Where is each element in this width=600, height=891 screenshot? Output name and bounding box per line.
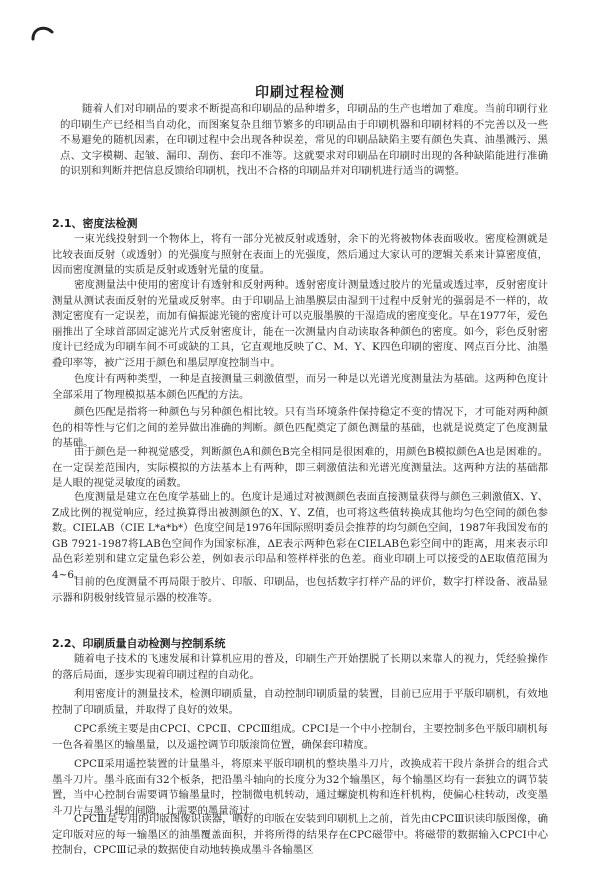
section-2-2-paragraph-2: 利用密度计的测量技术，检测印刷质量，自动控制印刷质量的装置，目前已应用于平版印刷机，有效地控制了印刷质量，并取得了良好的效果。	[52, 688, 548, 716]
section-heading-2-2: 2.2、印刷质量自动检测与控制系统	[52, 637, 226, 650]
section-2-2-paragraph-3: CPC系统主要是由CPCⅠ、CPCⅡ、CPCⅢ组成。CPCⅠ是一个中小控制台，主要控制多色平版印刷机每一色各着墨区的输墨量，以及遥控调节印版滚筒位置，确保套印精度。	[52, 723, 548, 751]
section-2-1-paragraph-7: 目前的色度测量不再局限于胶片、印版、印刷品，也包括数字打样产品的评价，数字打样设备、液晶显示器和阴极射线管显示器的校准等。	[52, 576, 548, 604]
section-2-2-paragraph-5: CPCⅢ是专用的印版图像识读器，晒好的印版在安装到印刷机上之前，首先由CPCⅢ识读印版图像，确定印版对应的每一输墨区的油墨覆盖面积，并将所得的结果存在CPC磁带中。将磁带的数据输入CPCⅠ中心控制台，CPCⅢ记录的数据使自动地转换成墨斗各输墨区	[52, 813, 548, 856]
section-2-1-paragraph-4: 颜色匹配是指将一种颜色与另种颜色相比较。只有当环境条件保持稳定不变的情况下，才可能对两种颜色的相等性与它们之间的差异做出准确的判断。颜色匹配奠定了颜色测量的基础，也就是说奠定了色度测量的基础。	[52, 406, 548, 449]
section-2-1-paragraph-1: 一束光线投射到一个物体上，将有一部分光被反射或透射，余下的光将被物体表面吸收。密度检测就是比较表面反射（或透射）的光强度与照射在表面上的光强度，然后通过大家认可的逻辑关系来计算密度值，因而密度测量的实质是反射或透射光量的度量。	[52, 233, 548, 276]
corner-binding-mark	[30, 24, 58, 42]
section-2-1-paragraph-3: 色度计有两种类型，一种是直接测量三刺激值型，而另一种是以光谱光度测量法为基础。这两种色度计全部采用了物理模拟基本颜色匹配的方法。	[52, 373, 548, 401]
intro-paragraph: 随着人们对印刷品的要求不断提高和印刷品的品种增多，印刷品的生产也增加了难度。当前印刷行业的印刷生产已经相当自动化，而图案复杂且细节繁多的印刷品由于印刷机器和印刷材料的不完善以及一些不易避免的随机因素，在印刷过程中会出现各种误差，常见的印刷品缺陷主要有颜色失真、油墨溅污、黑点、文字模糊、起皱、漏印、刮伤、套印不准等。这就要求对印刷品在印刷时出现的各种缺陷能进行准确的识别和判断并把信息反馈给印刷机，找出不合格的印刷品并对印刷机进行适当的调整。	[60, 103, 548, 177]
section-heading-2-1: 2.1、密度法检测	[52, 217, 138, 230]
section-2-1-paragraph-6: 色度测量是建立在色度学基础上的。色度计是通过对被测颜色表面直接测量获得与颜色三刺激值X、Y、Z成比例的视觉响应，经过换算得出被测颜色的X、Y、Z值，也可将这些值转换成其他均匀色空间的颜色参数。CIELAB（CIE L*a*b*）色度空间是1976年国际照明委员会推荐的均匀颜色空间，1987年我国发布的GB 7921-1987将LAB色空间作为国家标准，ΔE表示两种色彩在CIELAB色彩空间中的距离，用来表示印品色彩差别和建立定量色彩公差，例如表示印品和签样样张的色差。商业印刷上可以接受的ΔE取值范围为4~6。	[52, 491, 548, 581]
section-2-1-paragraph-2: 密度测量法中使用的密度计有透射和反射两种。透射密度计测量透过胶片的光量或透过率，反射密度计测量从测试表面反射的光量或反射率。由于印刷品上油墨膜层由湿到干过程中反射光的强弱是不一样的，故测定密度有一定误差，而加有偏振滤光镜的密度计可以克服墨膜的干湿造成的密度变化。早在1977年，爱色丽推出了全球首部固定滤光片式反射密度计，能在一次测量内自动读取各种颜色的密度。如今，彩色反射密度计已经成为印刷车间不可或缺的工具，它直观地反映了C、M、Y、K四色印刷的密度、网点百分比、油墨叠印率等，被广泛用于颜色和墨层厚度控制当中。	[52, 279, 548, 369]
section-2-2-paragraph-4: CPCⅡ采用遥控装置的计量墨斗，将原来平版印刷机的整块墨斗刀片，改换成若干段片条拼合的组合式墨斗刀片。墨斗底面有32个板条，把沿墨斗轴向的长度分为32个输墨区，每个输墨区均有一套独立的调节装置，当中心控制台需要调节输墨量时，控制微电机转动，通过螺旋机构和连杆机构，使偏心柱转动，改变墨斗刀片与墨斗辊的间隙，让需要的墨量流过。	[52, 758, 548, 817]
section-2-1-paragraph-5: 由于颜色是一种视觉感受，判断颜色A和颜色B完全相同是很困难的，用颜色B模拟颜色A也是困难的。在一定误差范围内，实际模拟的方法基本上有两种，即三刺激值法和光谱光度测量法。这两种方法的基础都是人眼的视觉灵敏度的函数。	[52, 446, 548, 489]
section-2-2-paragraph-1: 随着电子技术的飞速发展和计算机应用的普及，印刷生产开始摆脱了长期以来靠人的视力，凭经验操作的落后局面，逐步实现着印刷过程的自动化。	[52, 653, 548, 681]
document-title: 印刷过程检测	[255, 85, 345, 101]
